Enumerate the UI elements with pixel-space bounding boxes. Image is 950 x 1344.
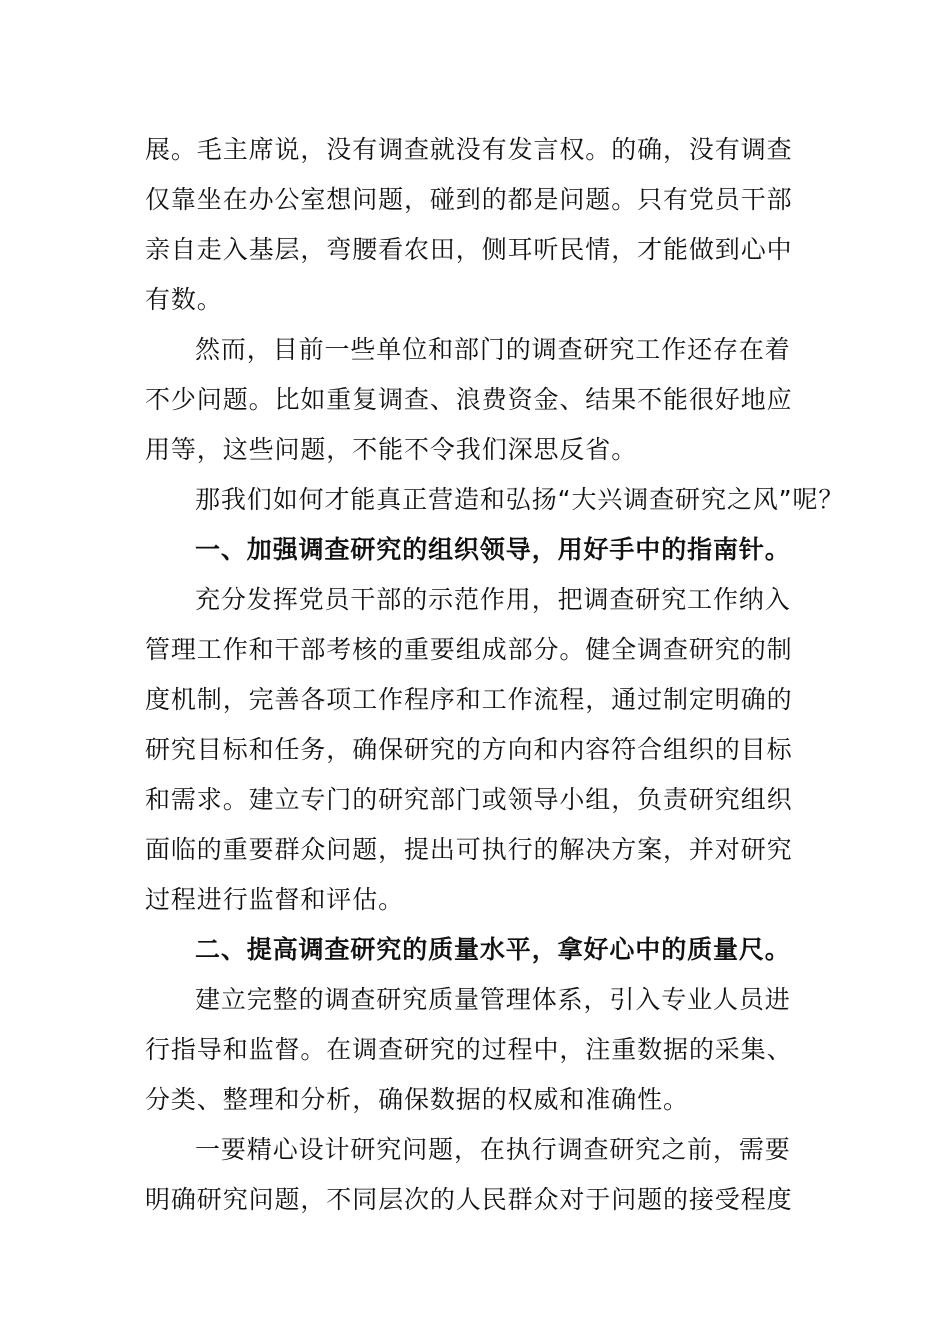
paragraph-line: 度机制，完善各项工作程序和工作流程，通过制定明确的 [145,685,793,714]
paragraph-line: 用等，这些问题，不能不令我们深思反省。 [145,435,638,464]
paragraph-line: 过程进行监督和评估。 [145,885,405,914]
paragraph-line: 和需求。建立专门的研究部门或领导小组，负责研究组织 [145,785,793,814]
paragraph-line: 管理工作和干部考核的重要组成部分。健全调查研究的制 [145,635,793,664]
section-heading: 一、加强调查研究的组织领导，用好手中的指南针。 [195,535,791,564]
paragraph-line: 亲自走入基层，弯腰看农田，侧耳听民情，才能做到心中 [145,235,793,264]
paragraph-line: 充分发挥党员干部的示范作用，把调查研究工作纳入 [195,585,791,614]
paragraph-line: 一要精心设计研究问题，在执行调查研究之前，需要 [195,1135,791,1164]
paragraph-line: 展。毛主席说，没有调查就没有发言权。的确，没有调查 [145,135,793,164]
paragraph-line: 行指导和监督。在调查研究的过程中，注重数据的采集、 [145,1035,793,1064]
paragraph-line: 那我们如何才能真正营造和弘扬“大兴调查研究之风”呢？ [195,485,845,514]
paragraph-line: 研究目标和任务，确保研究的方向和内容符合组织的目标 [145,735,793,764]
paragraph-line: 不少问题。比如重复调查、浪费资金、结果不能很好地应 [145,385,793,414]
paragraph-line: 建立完整的调查研究质量管理体系，引入专业人员进 [195,985,791,1014]
paragraph-line: 有数。 [145,285,223,314]
paragraph-line: 明确研究问题，不同层次的人民群众对于问题的接受程度 [145,1185,793,1214]
section-heading: 二、提高调查研究的质量水平，拿好心中的质量尺。 [195,935,791,964]
paragraph-line: 仅靠坐在办公室想问题，碰到的都是问题。只有党员干部 [145,185,793,214]
paragraph-line: 分类、整理和分析，确保数据的权威和准确性。 [145,1085,689,1114]
paragraph-line: 面临的重要群众问题，提出可执行的解决方案，并对研究 [145,835,793,864]
paragraph-line: 然而，目前一些单位和部门的调查研究工作还存在着 [195,335,791,364]
